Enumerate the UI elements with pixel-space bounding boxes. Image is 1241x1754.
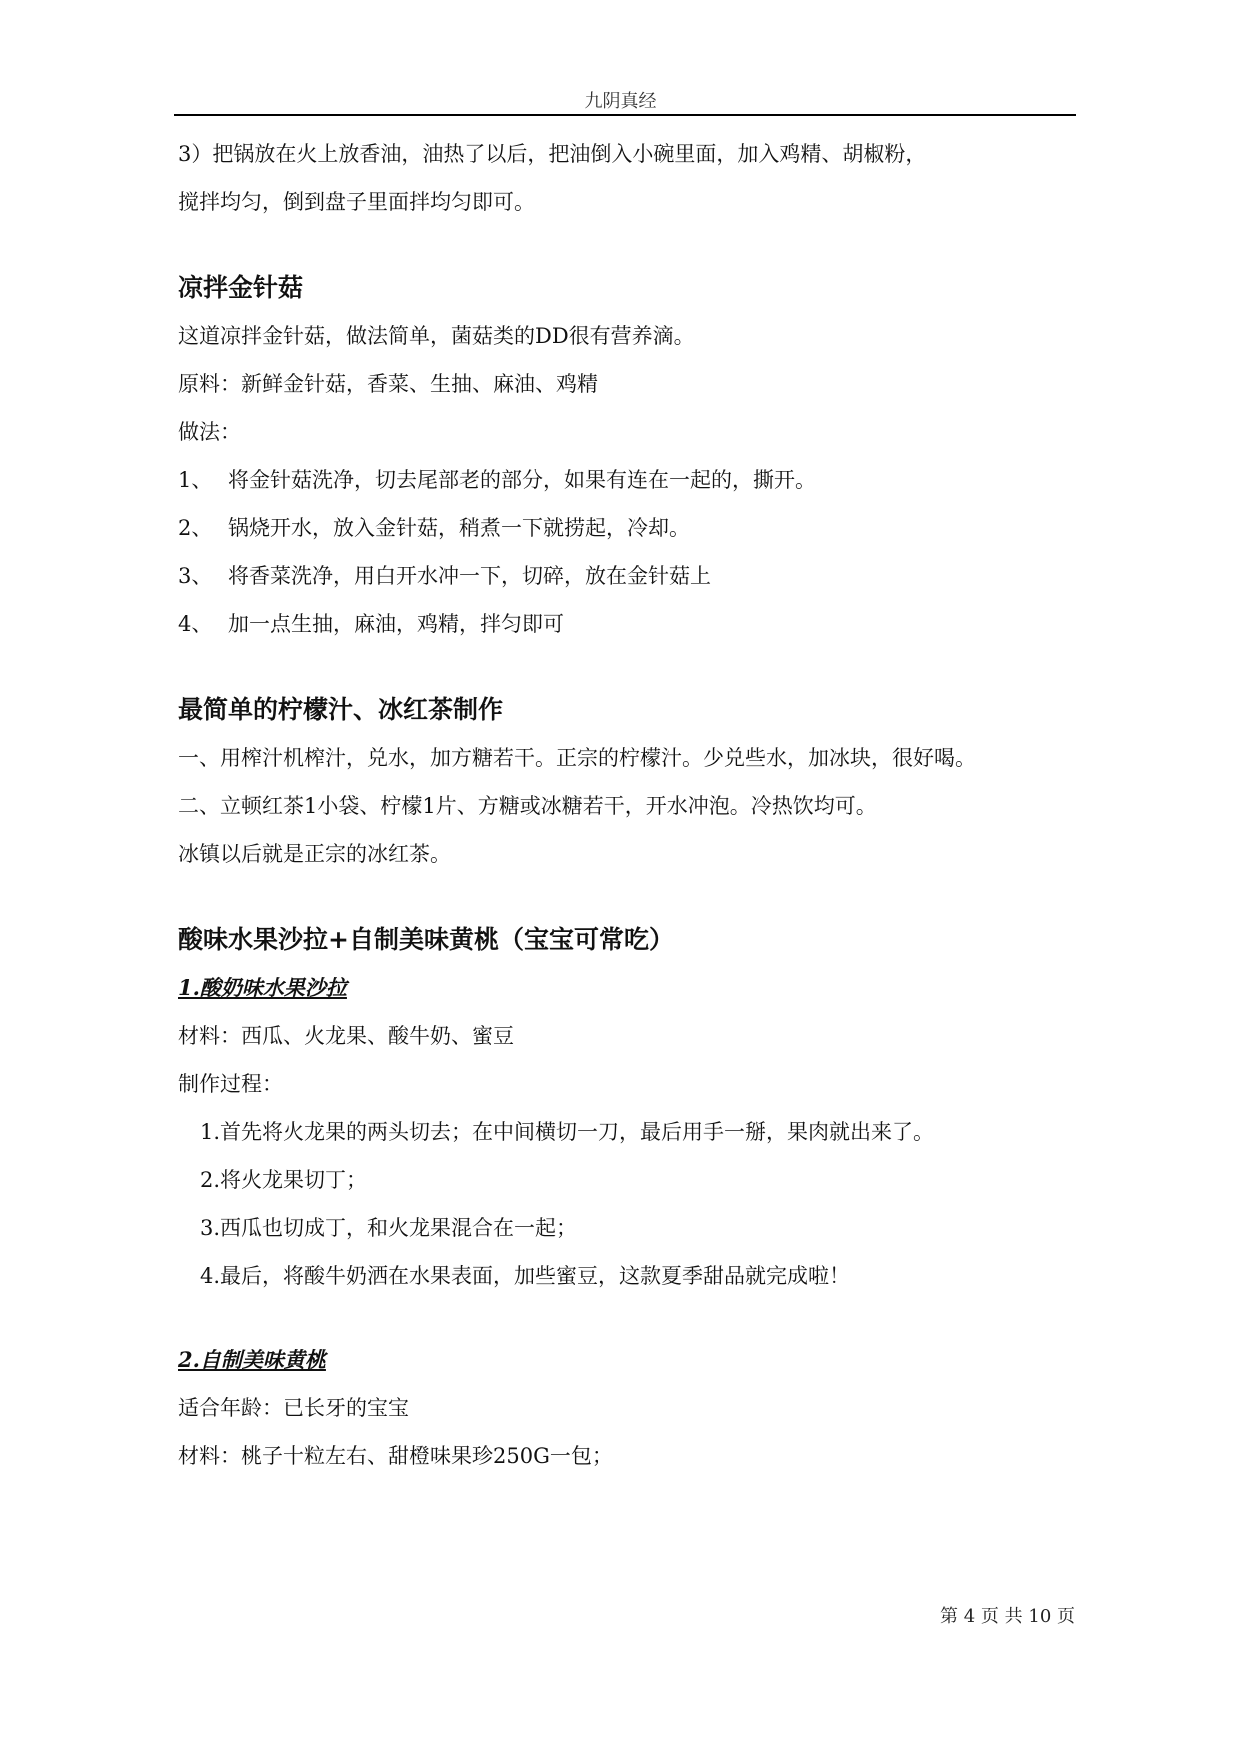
subheading-yogurt-salad: 1.酸奶味水果沙拉 [178,975,347,1000]
page-number-footer: 第 4 页 共 10 页 [940,1606,1075,1627]
step-text: 加一点生抽，麻油，鸡精，拌匀即可 [228,612,564,636]
peach-materials: 材料：桃子十粒左右、甜橙味果珍250G一包； [178,1444,613,1468]
running-header: 九阴真经 [584,91,657,112]
section-heading-fruit-salad: 酸味水果沙拉+自制美味黄桃（宝宝可常吃） [178,925,674,954]
enoki-step [178,552,1088,600]
page-content [178,130,1088,1480]
step-text: 将香菜洗净，用白开水冲一下，切碎，放在金针菇上 [228,564,711,588]
enoki-step [178,456,1088,504]
salad-step: 3.西瓜也切成丁，和火龙果混合在一起； [200,1216,578,1240]
enoki-step [178,600,1088,648]
enoki-step [178,504,1088,552]
section-heading-lemon-tea: 最简单的柠檬汁、冰红茶制作 [178,695,504,724]
step-number: 2、 [178,516,213,540]
enoki-description: 这道凉拌金针菇，做法简单，菌菇类的DD很有营养滴。 [178,324,695,348]
salad-process-label: 制作过程： [178,1072,283,1096]
salad-step: 2.将火龙果切丁； [200,1168,368,1192]
step-text: 将金针菇洗净，切去尾部老的部分，如果有连在一起的，撕开。 [228,468,816,492]
step-number: 1、 [178,468,213,492]
enoki-ingredients: 原料：新鲜金针菇，香菜、生抽、麻油、鸡精 [178,372,598,396]
step-number: 3、 [178,564,213,588]
step-number: 4、 [178,612,213,636]
iced-tea-paragraph: 二、立顿红茶1小袋、柠檬1片、方糖或冰糖若干，开水冲泡。冷热饮均可。 [178,794,877,818]
salad-step: 4.最后，将酸牛奶洒在水果表面，加些蜜豆，这款夏季甜品就完成啦！ [200,1264,851,1288]
section-heading-enoki: 凉拌金针菇 [178,273,304,302]
peach-age: 适合年龄：已长牙的宝宝 [178,1396,409,1420]
header-rule [174,114,1076,116]
step-text: 锅烧开水，放入金针菇，稍煮一下就捞起，冷却。 [228,516,690,540]
salad-step: 1.首先将火龙果的两头切去；在中间横切一刀，最后用手一掰，果肉就出来了。 [200,1120,935,1144]
iced-tea-note: 冰镇以后就是正宗的冰红茶。 [178,842,451,866]
intro-line-1: 3）把锅放在火上放香油，油热了以后，把油倒入小碗里面，加入鸡精、胡椒粉， [178,142,927,166]
salad-materials: 材料：西瓜、火龙果、酸牛奶、蜜豆 [178,1024,514,1048]
intro-line-2: 搅拌均匀，倒到盘子里面拌均匀即可。 [178,190,535,214]
subheading-yellow-peach: 2.自制美味黄桃 [178,1347,326,1372]
lemon-juice-paragraph: 一、用榨汁机榨汁，兑水，加方糖若干。正宗的柠檬汁。少兑些水，加冰块，很好喝。 [178,746,976,770]
enoki-method-label: 做法： [178,420,241,444]
